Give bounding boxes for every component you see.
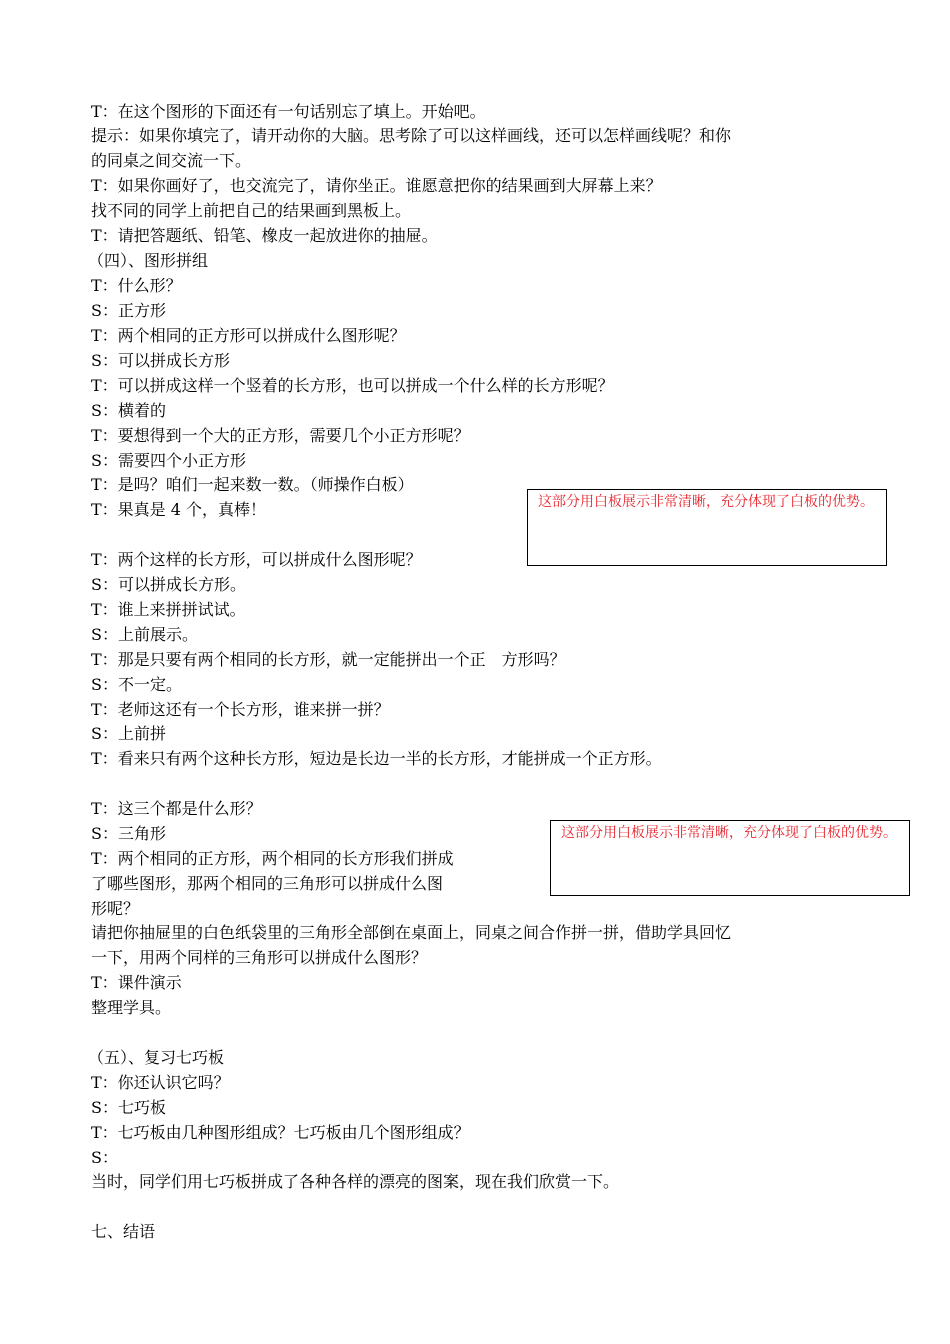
text-line: T：什么形？ (91, 276, 182, 295)
text-line: 当时，同学们用七巧板拼成了各种各样的漂亮的图案，现在我们欣赏一下。 (91, 1172, 620, 1191)
comment-text: 这部分用白板展示非常清晰，充分体现了白板的优势。 (538, 494, 874, 510)
text-line: 找不同的同学上前把自己的结果画到黑板上。 (91, 201, 412, 220)
text-line: T：果真是 4 个，真棒！ (91, 500, 267, 519)
text-line: T：在这个图形的下面还有一句话别忘了填上。开始吧。 (91, 102, 486, 121)
section-heading: （四）、图形拼组 (88, 251, 209, 270)
text-line: T：是吗？咱们一起来数一数。（师操作白板） (91, 475, 414, 494)
text-line: S：七巧板 (91, 1098, 166, 1117)
section-heading: （五）、复习七巧板 (88, 1048, 225, 1067)
text-line: T：七巧板由几种图形组成？七巧板由几个图形组成？ (91, 1123, 470, 1142)
text-line: 请把你抽屉里的白色纸袋里的三角形全部倒在桌面上，同桌之间合作拼一拼，借助学具回忆 (91, 923, 732, 942)
text-line: T：两个这样的长方形，可以拼成什么图形呢？ (91, 550, 422, 569)
comment-box (550, 820, 910, 896)
text-line: S：不一定。 (91, 675, 182, 694)
text-line: S：正方形 (91, 301, 166, 320)
text-line: S：三角形 (91, 824, 166, 843)
text-line: S：上前拼 (91, 724, 166, 743)
text-line: T：请把答题纸、铅笔、橡皮一起放进你的抽屉。 (91, 226, 438, 245)
text-line: T：这三个都是什么形？ (91, 799, 262, 818)
text-line: T：看来只有两个这种长方形，短边是长边一半的长方形，才能拼成一个正方形。 (91, 749, 662, 768)
text-line: T：可以拼成这样一个竖着的长方形，也可以拼成一个什么样的长方形呢？ (91, 376, 614, 395)
text-line: T：两个相同的正方形可以拼成什么图形呢？ (91, 326, 406, 345)
comment-text: 这部分用白板展示非常清晰，充分体现了白板的优势。 (561, 825, 897, 841)
text-line: S：可以拼成长方形 (91, 351, 230, 370)
text-line: S：上前展示。 (91, 625, 198, 644)
section-heading: 七、结语 (91, 1222, 156, 1241)
text-line: T：你还认识它吗？ (91, 1073, 230, 1092)
text-line: S：可以拼成长方形。 (91, 575, 246, 594)
text-line: S：横着的 (91, 401, 166, 420)
text-line: S：需要四个小正方形 (91, 451, 246, 470)
comment-box (527, 489, 887, 566)
text-line: 提示：如果你填完了，请开动你的大脑。思考除了可以这样画线，还可以怎样画线呢？和你 (91, 126, 732, 145)
text-line: T：那是只要有两个相同的长方形，就一定能拼出一个正 方形吗？ (91, 650, 566, 669)
text-line: 的同桌之间交流一下。 (91, 151, 252, 170)
text-line: T：课件演示 (91, 973, 182, 992)
text-line: 形呢？ (91, 899, 140, 918)
text-line: 了哪些图形，那两个相同的三角形可以拼成什么图 (91, 874, 444, 893)
text-line: T：谁上来拼拼试试。 (91, 600, 246, 619)
text-line: 一下，用两个同样的三角形可以拼成什么图形？ (91, 948, 428, 967)
text-line: 整理学具。 (91, 998, 172, 1017)
text-line: T：要想得到一个大的正方形，需要几个小正方形呢？ (91, 426, 470, 445)
text-line: T：老师这还有一个长方形，谁来拼一拼？ (91, 700, 390, 719)
text-line: S： (91, 1148, 118, 1167)
text-line: T：两个相同的正方形，两个相同的长方形我们拼成 (91, 849, 454, 868)
text-line: T：如果你画好了，也交流完了，请你坐正。谁愿意把你的结果画到大屏幕上来？ (91, 176, 662, 195)
